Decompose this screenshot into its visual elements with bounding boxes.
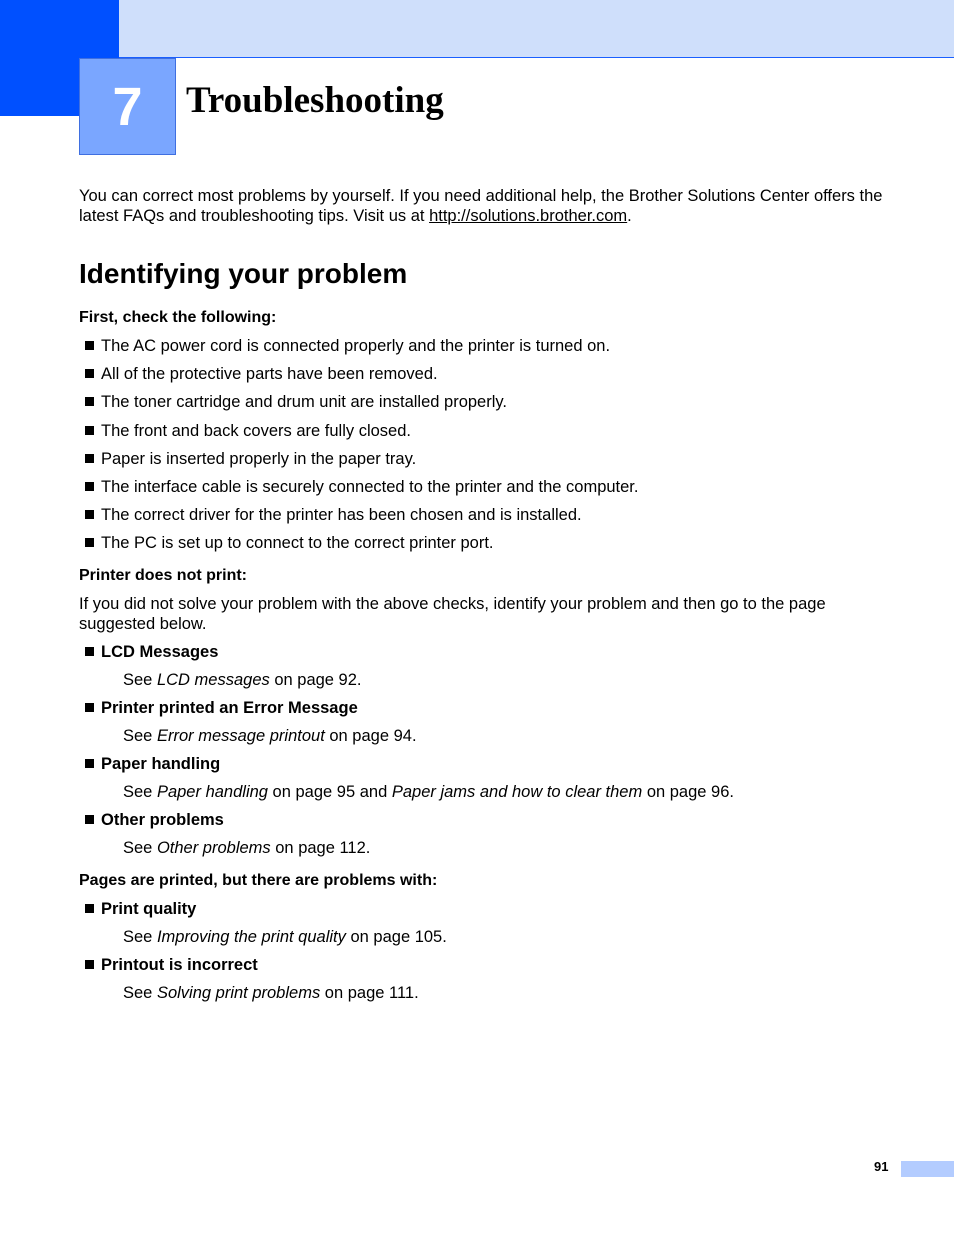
square-bullet-icon	[85, 369, 94, 378]
section-heading: Identifying your problem	[79, 258, 408, 289]
problem-title: Paper handling	[101, 755, 221, 774]
problem-title: Other problems	[101, 811, 224, 830]
check-item-text: The toner cartridge and drum unit are installed properly.	[101, 393, 507, 412]
intro-end: .	[627, 207, 632, 225]
see-label: See	[123, 928, 157, 947]
square-bullet-icon	[85, 454, 94, 463]
page-ref: on page 112.	[270, 839, 371, 858]
page-ref: on page 105.	[345, 928, 447, 947]
check-item	[79, 533, 899, 553]
page-content	[79, 186, 899, 1003]
check-item	[79, 449, 899, 477]
see-label: See	[123, 839, 157, 858]
problem-item	[79, 955, 899, 975]
see-label: See	[123, 984, 157, 1003]
solutions-link[interactable]: http://solutions.brother.com	[429, 207, 628, 225]
see-reference	[79, 670, 899, 690]
square-bullet-icon	[85, 426, 94, 435]
square-bullet-icon	[85, 759, 94, 768]
check-item-text: Paper is inserted properly in the paper tray.	[101, 449, 417, 468]
square-bullet-icon	[85, 510, 94, 519]
header-band	[0, 0, 954, 58]
problem-item	[79, 899, 899, 919]
square-bullet-icon	[85, 703, 94, 712]
chapter-number-box	[79, 58, 176, 155]
reference-link[interactable]: Error message printout	[156, 727, 325, 746]
see-reference	[79, 838, 899, 858]
check-item-text: The AC power cord is connected properly and the printer is turned on.	[101, 337, 611, 355]
reference-link[interactable]: Improving the print quality	[156, 928, 346, 947]
square-bullet-icon	[85, 482, 94, 491]
see-label: See	[123, 671, 157, 690]
see-reference	[79, 927, 899, 947]
square-bullet-icon	[85, 341, 94, 350]
problem-item	[79, 754, 899, 774]
reference-link[interactable]: Solving print problems	[156, 984, 321, 1003]
intro-paragraph	[79, 186, 899, 226]
see-reference	[79, 782, 899, 802]
see-reference	[79, 726, 899, 746]
page-ref: on page 92.	[269, 671, 362, 690]
page-number-tab	[901, 1161, 954, 1177]
chapter-number: 7	[112, 76, 143, 137]
square-bullet-icon	[85, 647, 94, 656]
check-item	[79, 505, 899, 533]
page-ref-2: on page 96.	[642, 783, 734, 802]
problem-title: Printout is incorrect	[101, 956, 258, 975]
no-print-heading: Printer does not print:	[79, 567, 247, 585]
page-ref: on page 111.	[320, 984, 419, 1003]
reference-link[interactable]: Paper handling	[156, 783, 268, 802]
reference-link[interactable]: Other problems	[156, 839, 271, 858]
check-item-text: The front and back covers are fully closed.	[101, 421, 411, 440]
check-item	[79, 364, 899, 392]
check-list	[79, 336, 899, 553]
problem-item	[79, 642, 899, 662]
problem-title: LCD Messages	[101, 643, 219, 662]
check-item	[79, 477, 899, 505]
printed-heading: Pages are printed, but there are problems with:	[79, 872, 438, 890]
page-ref: on page 95 and	[267, 783, 392, 802]
page-number: 91	[874, 1159, 889, 1174]
problem-title: Printer printed an Error Message	[101, 699, 358, 718]
square-bullet-icon	[85, 538, 94, 547]
check-item-text: The PC is set up to connect to the correct printer port.	[101, 534, 494, 553]
problem-item	[79, 810, 899, 830]
check-item-text: The interface cable is securely connected to the printer and the computer.	[101, 477, 639, 496]
check-heading: First, check the following:	[79, 309, 277, 326]
check-item	[79, 421, 899, 449]
see-label: See	[123, 783, 157, 802]
reference-link[interactable]: LCD messages	[156, 671, 270, 690]
check-item-text: The correct driver for the printer has been chosen and is installed.	[101, 506, 582, 525]
check-item	[79, 336, 899, 364]
square-bullet-icon	[85, 960, 94, 969]
square-bullet-icon	[85, 815, 94, 824]
intro-text: You can correct most problems by yourself. If you need additional help, the Brother Solutions Center offers the latest FAQs and troubleshooting tips. Visit us at	[79, 187, 883, 225]
chapter-title: Troubleshooting	[186, 80, 444, 121]
square-bullet-icon	[85, 397, 94, 406]
see-reference	[79, 983, 899, 1003]
page-ref: on page 94.	[324, 727, 417, 746]
problem-title: Print quality	[101, 900, 197, 919]
see-label: See	[123, 727, 157, 746]
problem-item	[79, 698, 899, 718]
check-item	[79, 392, 899, 420]
square-bullet-icon	[85, 904, 94, 913]
reference-link-2[interactable]: Paper jams and how to clear them	[391, 783, 643, 802]
no-print-text: If you did not solve your problem with the above checks, identify your problem and then go to the page suggested below.	[79, 595, 826, 634]
check-item-text: All of the protective parts have been removed.	[101, 365, 438, 384]
